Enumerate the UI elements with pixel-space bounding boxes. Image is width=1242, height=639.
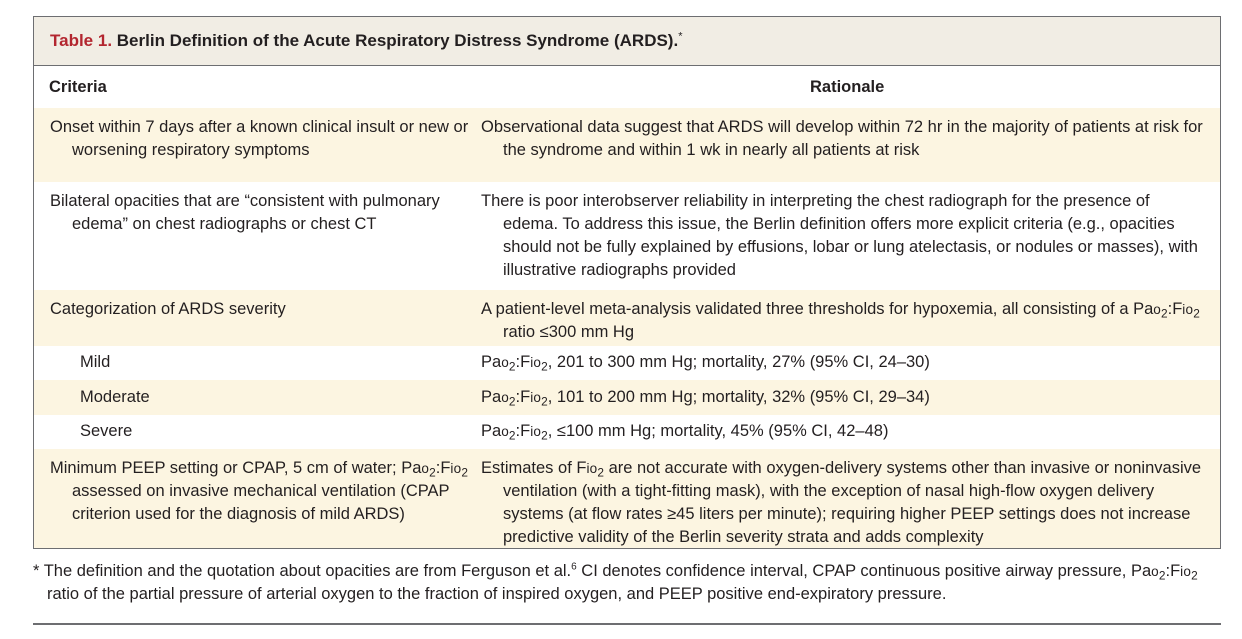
table-row-severe [34,415,1220,449]
criteria-cell: Severe [80,422,133,440]
bottom-rule [33,623,1221,625]
table-row-moderate [34,380,1220,415]
table-row-peep [34,449,1220,548]
table [33,16,1221,549]
rationale-cell: Estimates of Fio$_2$ are not accurate with oxygen-delivery systems other than invasive or noninvasive ventilation (with a tight-fitting mask), with the exception of nasal high-flow oxygen delivery systems (at flow rates ≥45 liters per minute); requiring higher PEEP settings does not increase predictive validity of the Berlin severity strata and adds complexity [481,459,1202,546]
table-title [34,17,1220,66]
table-label: Table 1. [50,31,113,50]
header-rationale: Rationale [810,78,885,96]
table-title-text: Berlin Definition of the Acute Respiratory Distress Syndrome (ARDS). [116,31,679,50]
criteria-cell: Moderate [80,388,150,406]
criteria-cell: Mild [80,353,111,371]
rationale-cell: Pao$_2$:Fio$_2$, 201 to 300 mm Hg; mortality, 27% (95% CI, 24–30) [481,353,930,374]
criteria-cell: Categorization of ARDS severity [50,300,286,318]
header-criteria: Criteria [49,78,107,96]
column-headers [34,66,1220,108]
rationale-cell: Pao$_2$:Fio$_2$, 101 to 200 mm Hg; mortality, 32% (95% CI, 29–34) [481,388,930,409]
reference-superscript: 6 [571,561,577,573]
criteria-cell: Minimum PEEP setting or CPAP, 5 cm of water; Pao$_2$:Fio$_2$ assessed on invasive mechanical ventilation (CPAP criterion used for the diagnosis of mild ARDS) [50,459,468,523]
criteria-cell: Bilateral opacities that are “consistent with pulmonary edema” on chest radiographs or chest CT [50,192,440,233]
criteria-cell: Onset within 7 days after a known clinical insult or new or worsening respiratory symptoms [50,118,469,159]
table-footnote: * The definition and the quotation about opacities are from Ferguson et al.$^6$ CI denotes confidence interval, CPAP continuous positive airway pressure, Pao$_2$:Fio$_2$ ratio of the partial pressure of arterial oxygen to the fraction of inspired oxygen, and PEEP positive end-expiratory pressure. [33,561,1198,603]
rationale-cell: Observational data suggest that ARDS will develop within 72 hr in the majority of patients at risk for the syndrome and within 1 wk in nearly all patients at risk [481,118,1203,159]
rationale-cell: A patient-level meta-analysis validated three thresholds for hypoxemia, all consisting of a Pao$_2$:Fio$_2$ ratio ≤300 mm Hg [481,300,1200,341]
table-row-mild [34,346,1220,380]
title-footnote-marker: * [678,30,683,43]
rationale-cell: Pao$_2$:Fio$_2$, ≤100 mm Hg; mortality, 45% (95% CI, 42–48) [481,422,889,443]
table-row-opacities [34,182,1220,290]
table-row-severity [34,290,1220,346]
footnote-marker: * [33,562,40,580]
rationale-cell: There is poor interobserver reliability in interpreting the chest radiograph for the presence of edema. To address this issue, the Berlin definition offers more explicit criteria (e.g., opacities should not be fully explained by effusions, lobar or lung atelectasis, or nodules or masses), with illustrative radiographs provided [481,192,1198,279]
table-row-onset [34,108,1220,182]
